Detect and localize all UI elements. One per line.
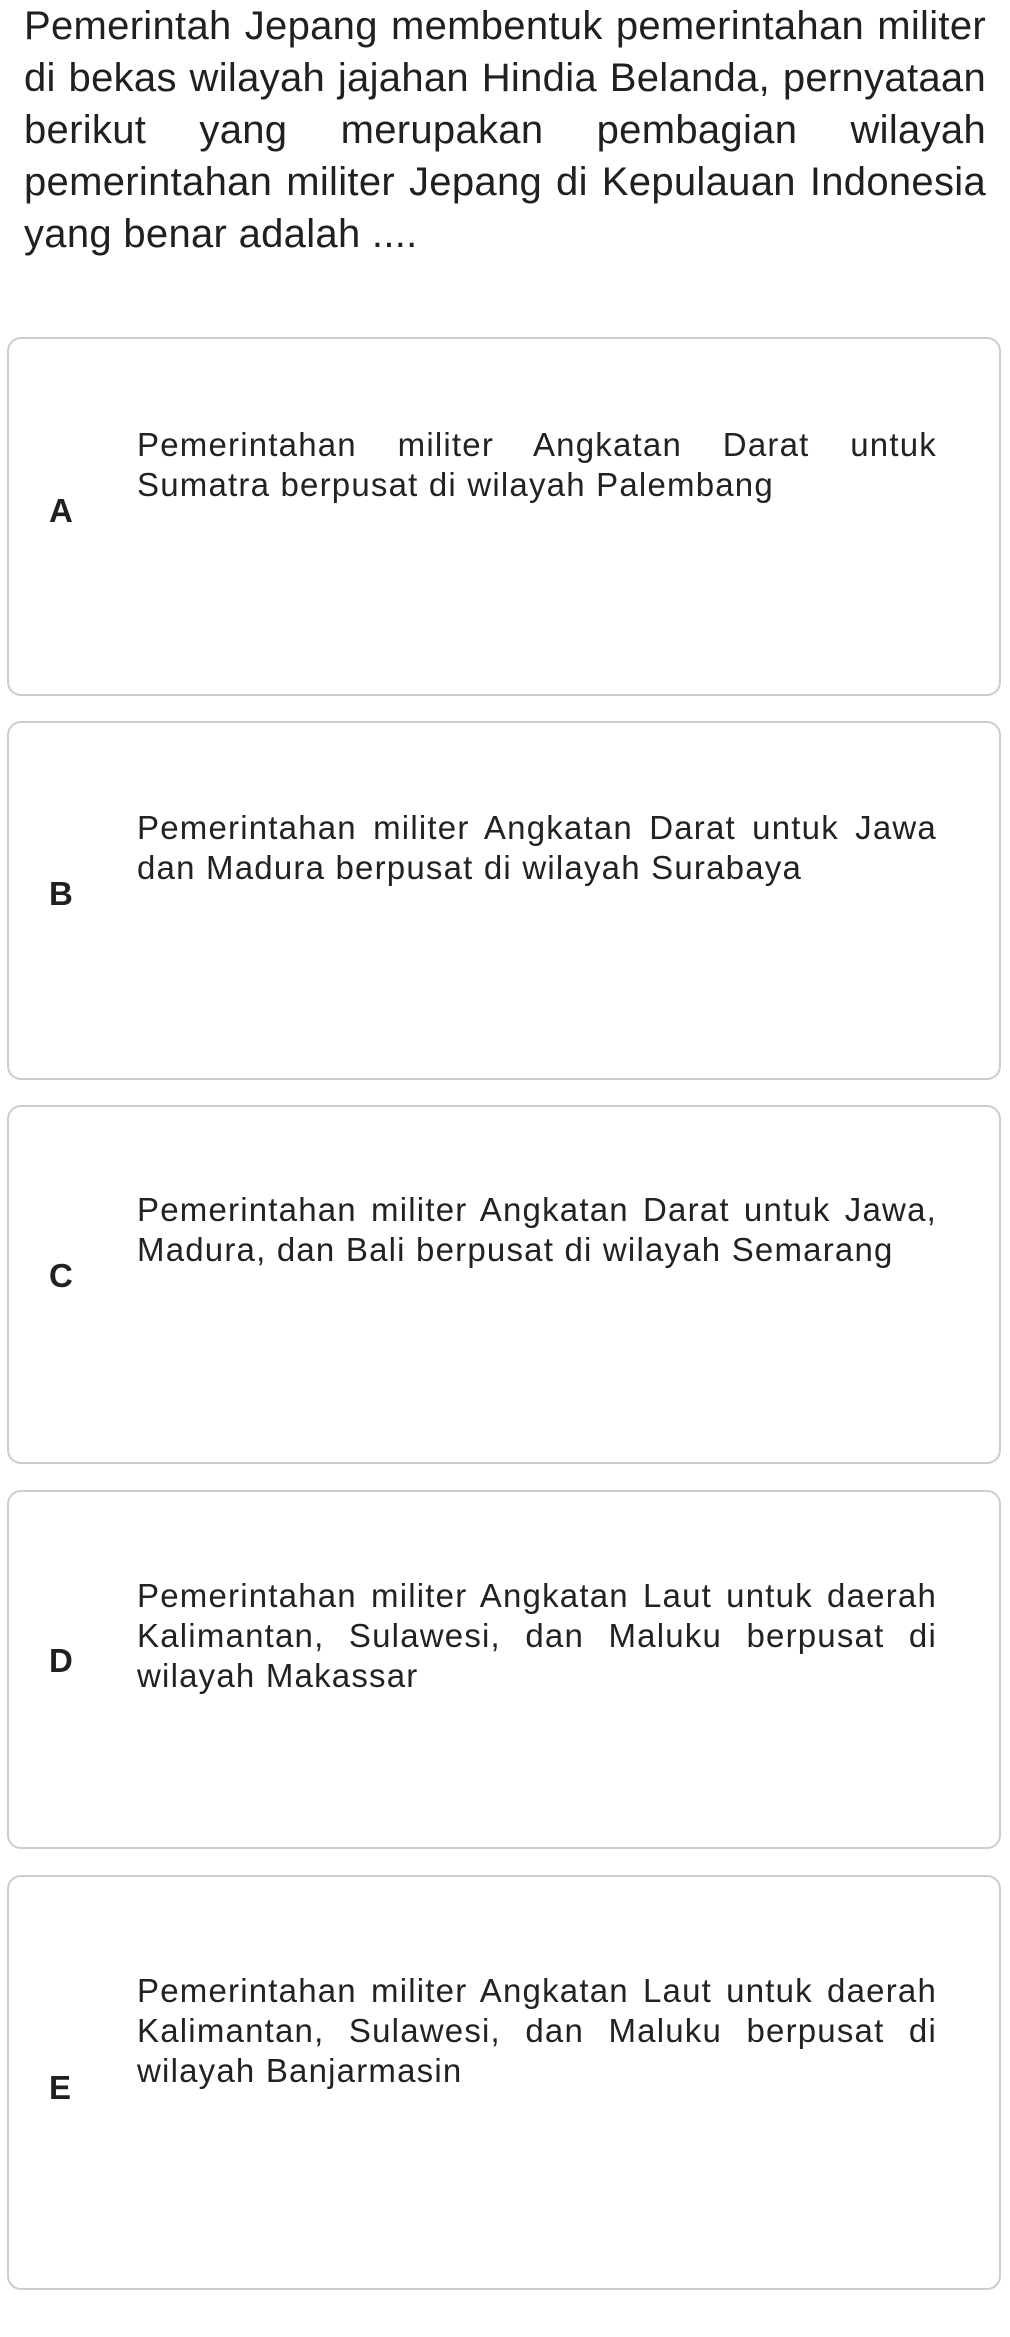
option-text-b: Pemerintahan militer Angkatan Darat untuk Jawa dan Madura berpusat di wilayah Surabaya — [137, 809, 937, 886]
option-letter-d: D — [49, 1642, 73, 1679]
option-text-a: Pemerintahan militer Angkatan Darat untuk Sumatra berpusat di wilayah Palembang — [137, 426, 937, 503]
option-d[interactable] — [7, 1490, 1001, 1849]
option-letter-a: A — [49, 492, 73, 529]
option-a[interactable] — [7, 337, 1001, 696]
option-text-c: Pemerintahan militer Angkatan Darat untuk Jawa, Madura, dan Bali berpusat di wilayah Semarang — [137, 1191, 937, 1268]
option-letter-c: C — [49, 1257, 73, 1294]
question-text: Pemerintah Jepang membentuk pemerintahan militer di bekas wilayah jajahan Hindia Belanda, pernyataan berikut yang merupakan pembagian wilayah pemerintahan militer Jepang di Kepulauan Indonesia yang benar adalah .... — [24, 4, 986, 256]
option-text-d: Pemerintahan militer Angkatan Laut untuk daerah Kalimantan, Sulawesi, dan Maluku berpusat di wilayah Makassar — [137, 1577, 937, 1694]
option-letter-e: E — [49, 2069, 72, 2106]
option-e[interactable] — [7, 1875, 1001, 2290]
option-b[interactable] — [7, 721, 1001, 1080]
option-letter-b: B — [49, 875, 73, 912]
option-c[interactable] — [7, 1105, 1001, 1464]
option-text-e: Pemerintahan militer Angkatan Laut untuk daerah Kalimantan, Sulawesi, dan Maluku berpusat di wilayah Banjarmasin — [137, 1972, 937, 2089]
